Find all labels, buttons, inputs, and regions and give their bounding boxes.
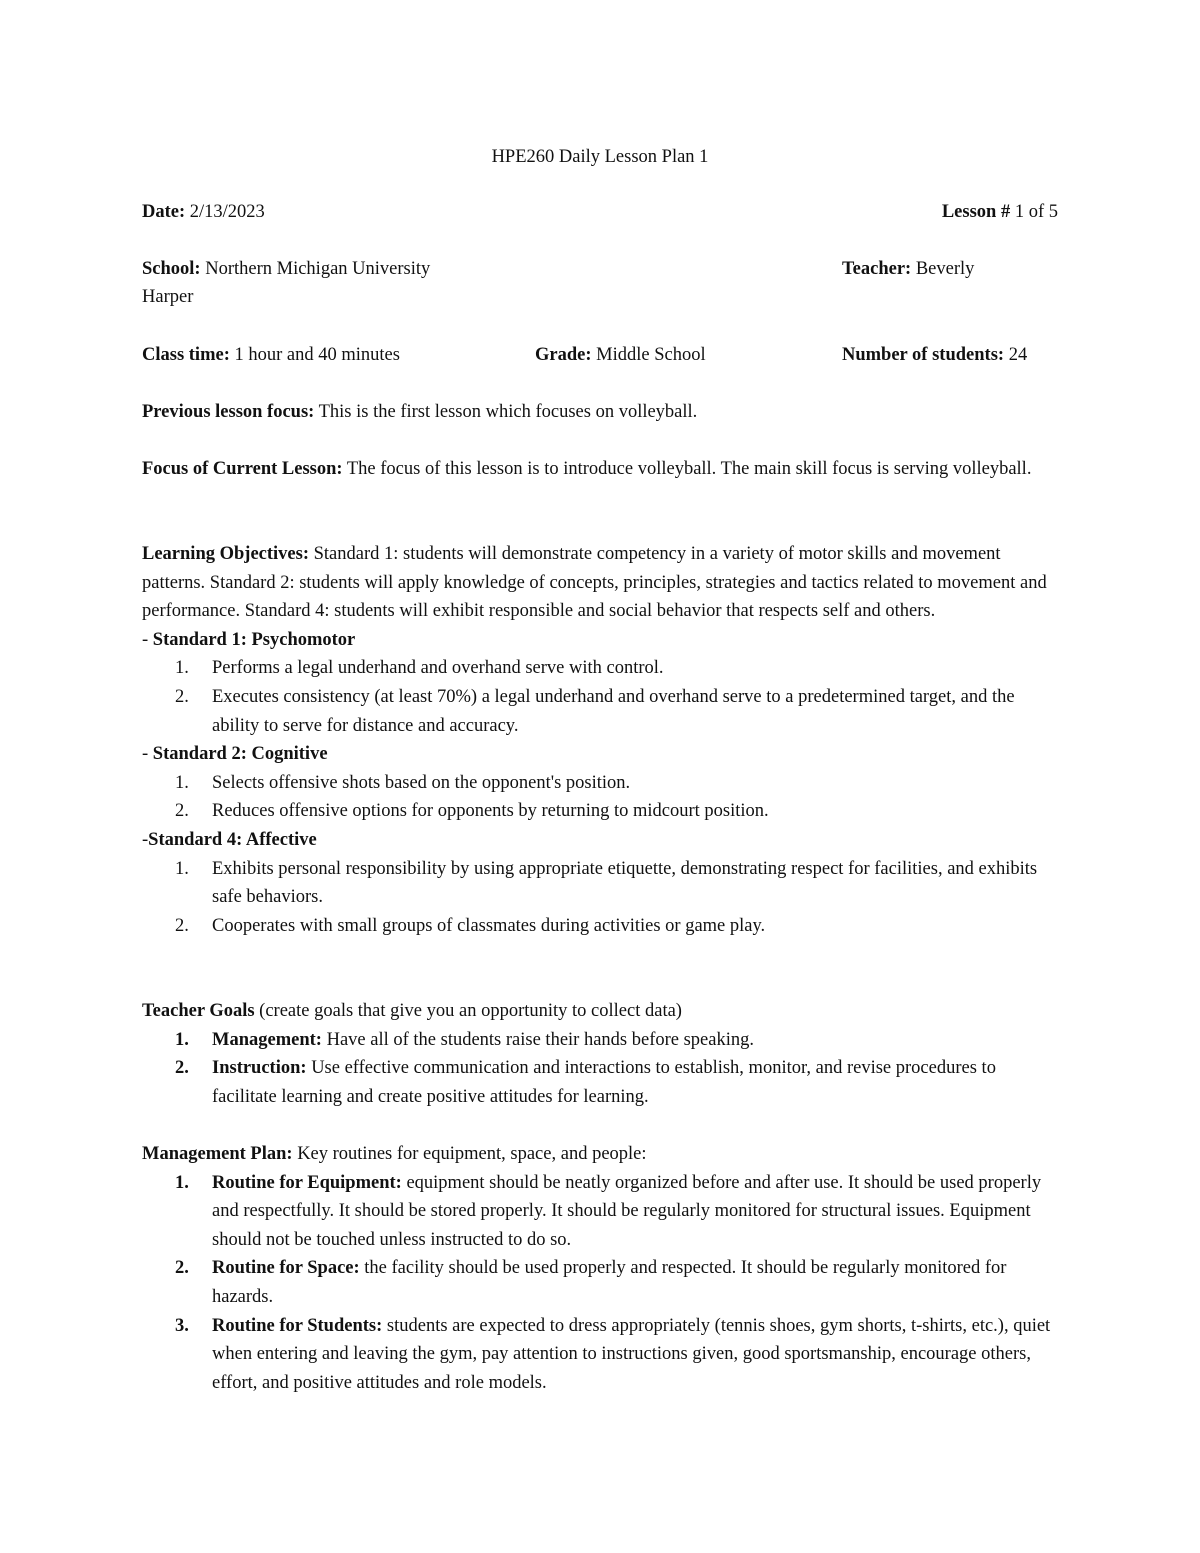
routine-label: Routine for Students:: [212, 1315, 383, 1336]
list-item: [142, 1312, 1058, 1398]
list-item: [142, 797, 1058, 826]
list-item: [142, 912, 1058, 941]
management-plan-label: Management Plan:: [142, 1144, 293, 1164]
document-title: HPE260 Daily Lesson Plan 1: [491, 147, 709, 167]
current-lesson-label: Focus of Current Lesson:: [142, 459, 343, 479]
learning-objectives-intro: [142, 540, 1058, 626]
list-number: 1.: [175, 1172, 189, 1193]
routine-text: the facility should be used properly and respected. It should be regularly monitored for hazards.: [212, 1258, 1007, 1307]
teacher-field: [842, 255, 974, 283]
school-value: Northern Michigan University: [200, 259, 431, 279]
list-item-text: Exhibits personal responsibility by using appropriate etiquette, demonstrating respect for facilities, and exhibits safe behaviors.: [212, 858, 1038, 908]
teacher-goals-label: Teacher Goals: [142, 1001, 255, 1021]
standard-2-title: Standard 2: Cognitive: [152, 744, 328, 765]
previous-lesson-label: Previous lesson focus:: [142, 402, 315, 422]
date-row: [142, 198, 1058, 226]
teacher-value: Beverly: [911, 259, 975, 279]
standard-4-heading: [142, 826, 1058, 855]
school-field: [142, 259, 430, 279]
learning-objectives-section: [142, 540, 1058, 940]
list-item-text: Executes consistency (at least 70%) a legal underhand and overhand serve to a predetermined target, and the ability to serve for distance and accuracy.: [212, 686, 1015, 736]
current-lesson-text: The focus of this lesson is to introduce volleyball. The main skill focus is serving volleyball.: [342, 459, 1032, 479]
date-value: 2/13/2023: [185, 202, 265, 222]
list-number: 2.: [175, 1258, 189, 1279]
standard-1-dash: -: [142, 629, 153, 650]
routine-text: equipment should be neatly organized before and after use. It should be used properly and respectfully. It should be stored properly. It should be regularly monitored for structural issues. Equipment should not be touched unless instructed to do so.: [212, 1172, 1042, 1250]
teacher-label: Teacher:: [842, 259, 912, 279]
list-number: 1.: [175, 858, 189, 879]
lesson-number-field: [942, 198, 1058, 226]
management-plan-intro: [142, 1140, 1058, 1169]
teacher-name-continued: Harper: [142, 287, 194, 307]
teacher-goals-text: (create goals that give you an opportunity to collect data): [254, 1001, 682, 1021]
students-value: 24: [1004, 345, 1028, 365]
list-number: 2.: [175, 801, 189, 822]
school-row: [142, 255, 1058, 283]
class-info-row: [142, 341, 1058, 369]
lesson-label: Lesson #: [941, 202, 1011, 222]
goal-text: Use effective communication and interactions to establish, monitor, and revise procedures to facilitate learning and create positive attitudes for learning.: [212, 1058, 996, 1107]
previous-lesson-text: This is the first lesson which focuses on volleyball.: [314, 402, 698, 422]
routine-label: Routine for Space:: [212, 1258, 360, 1279]
lesson-value: 1 of 5: [1010, 202, 1058, 222]
class-time-field: [142, 345, 400, 365]
goal-text: Have all of the students raise their hands before speaking.: [321, 1029, 754, 1050]
list-number: 1.: [175, 1029, 189, 1050]
standard-1-title: Standard 1: Psychomotor: [152, 629, 356, 650]
list-item: [142, 855, 1058, 912]
learning-objectives-text: Standard 1: students will demonstrate competency in a variety of motor skills and movement patterns. Standard 2: students will apply knowledge of concepts, principles, strategies and tactics related to movement and performance. Standard 4: students will exhibit responsible and social behavior that respects self and others.: [142, 544, 1047, 622]
previous-lesson-focus: [142, 398, 1058, 427]
list-number: 3.: [175, 1315, 189, 1336]
grade-label: Grade:: [535, 345, 592, 365]
list-item: [142, 1026, 1058, 1055]
teacher-goals-intro: [142, 997, 1058, 1026]
school-label: School:: [142, 259, 201, 279]
teacher-goals-section: [142, 997, 1058, 1111]
list-item: [142, 654, 1058, 683]
list-item: [142, 1169, 1058, 1255]
standard-4-dash: -: [142, 829, 149, 850]
list-number: 1.: [175, 658, 189, 679]
management-plan-section: [142, 1140, 1058, 1397]
list-item-text: Selects offensive shots based on the opponent's position.: [212, 772, 631, 793]
students-label: Number of students:: [842, 345, 1005, 365]
list-number: 2.: [175, 686, 189, 707]
list-item: [142, 1254, 1058, 1311]
class-time-label: Class time:: [142, 345, 230, 365]
current-lesson-focus: [142, 455, 1058, 484]
list-item-text: Reduces offensive options for opponents by returning to midcourt position.: [212, 801, 769, 822]
standard-1-heading: [142, 626, 1058, 655]
goal-label: Instruction:: [212, 1058, 307, 1079]
standard-2-heading: [142, 740, 1058, 769]
date-field: [142, 202, 265, 222]
list-item: [142, 769, 1058, 798]
grade-field: [535, 341, 706, 369]
list-number: 2.: [175, 915, 189, 936]
standard-4-title: Standard 4: Affective: [148, 829, 317, 850]
list-item-text: Cooperates with small groups of classmates during activities or game play.: [212, 915, 766, 936]
list-item: [142, 1054, 1058, 1111]
learning-objectives-label: Learning Objectives:: [142, 544, 309, 564]
standard-2-dash: -: [142, 744, 153, 765]
students-field: [842, 341, 1027, 369]
list-item-text: Performs a legal underhand and overhand serve with control.: [212, 658, 664, 679]
grade-value: Middle School: [591, 345, 706, 365]
date-label: Date:: [142, 202, 186, 222]
goal-label: Management:: [212, 1029, 322, 1050]
list-item: [142, 683, 1058, 740]
list-number: 1.: [175, 772, 189, 793]
routine-text: students are expected to dress appropriately (tennis shoes, gym shorts, t-shirts, etc.), quiet when entering and leaving the gym, pay attention to instructions given, good sportsmanship, encourage others, effort, and positive attitudes and role models.: [212, 1315, 1051, 1393]
list-number: 2.: [175, 1058, 189, 1079]
routine-label: Routine for Equipment:: [212, 1172, 402, 1193]
class-time-value: 1 hour and 40 minutes: [229, 345, 400, 365]
management-plan-text: Key routines for equipment, space, and people:: [292, 1144, 647, 1164]
